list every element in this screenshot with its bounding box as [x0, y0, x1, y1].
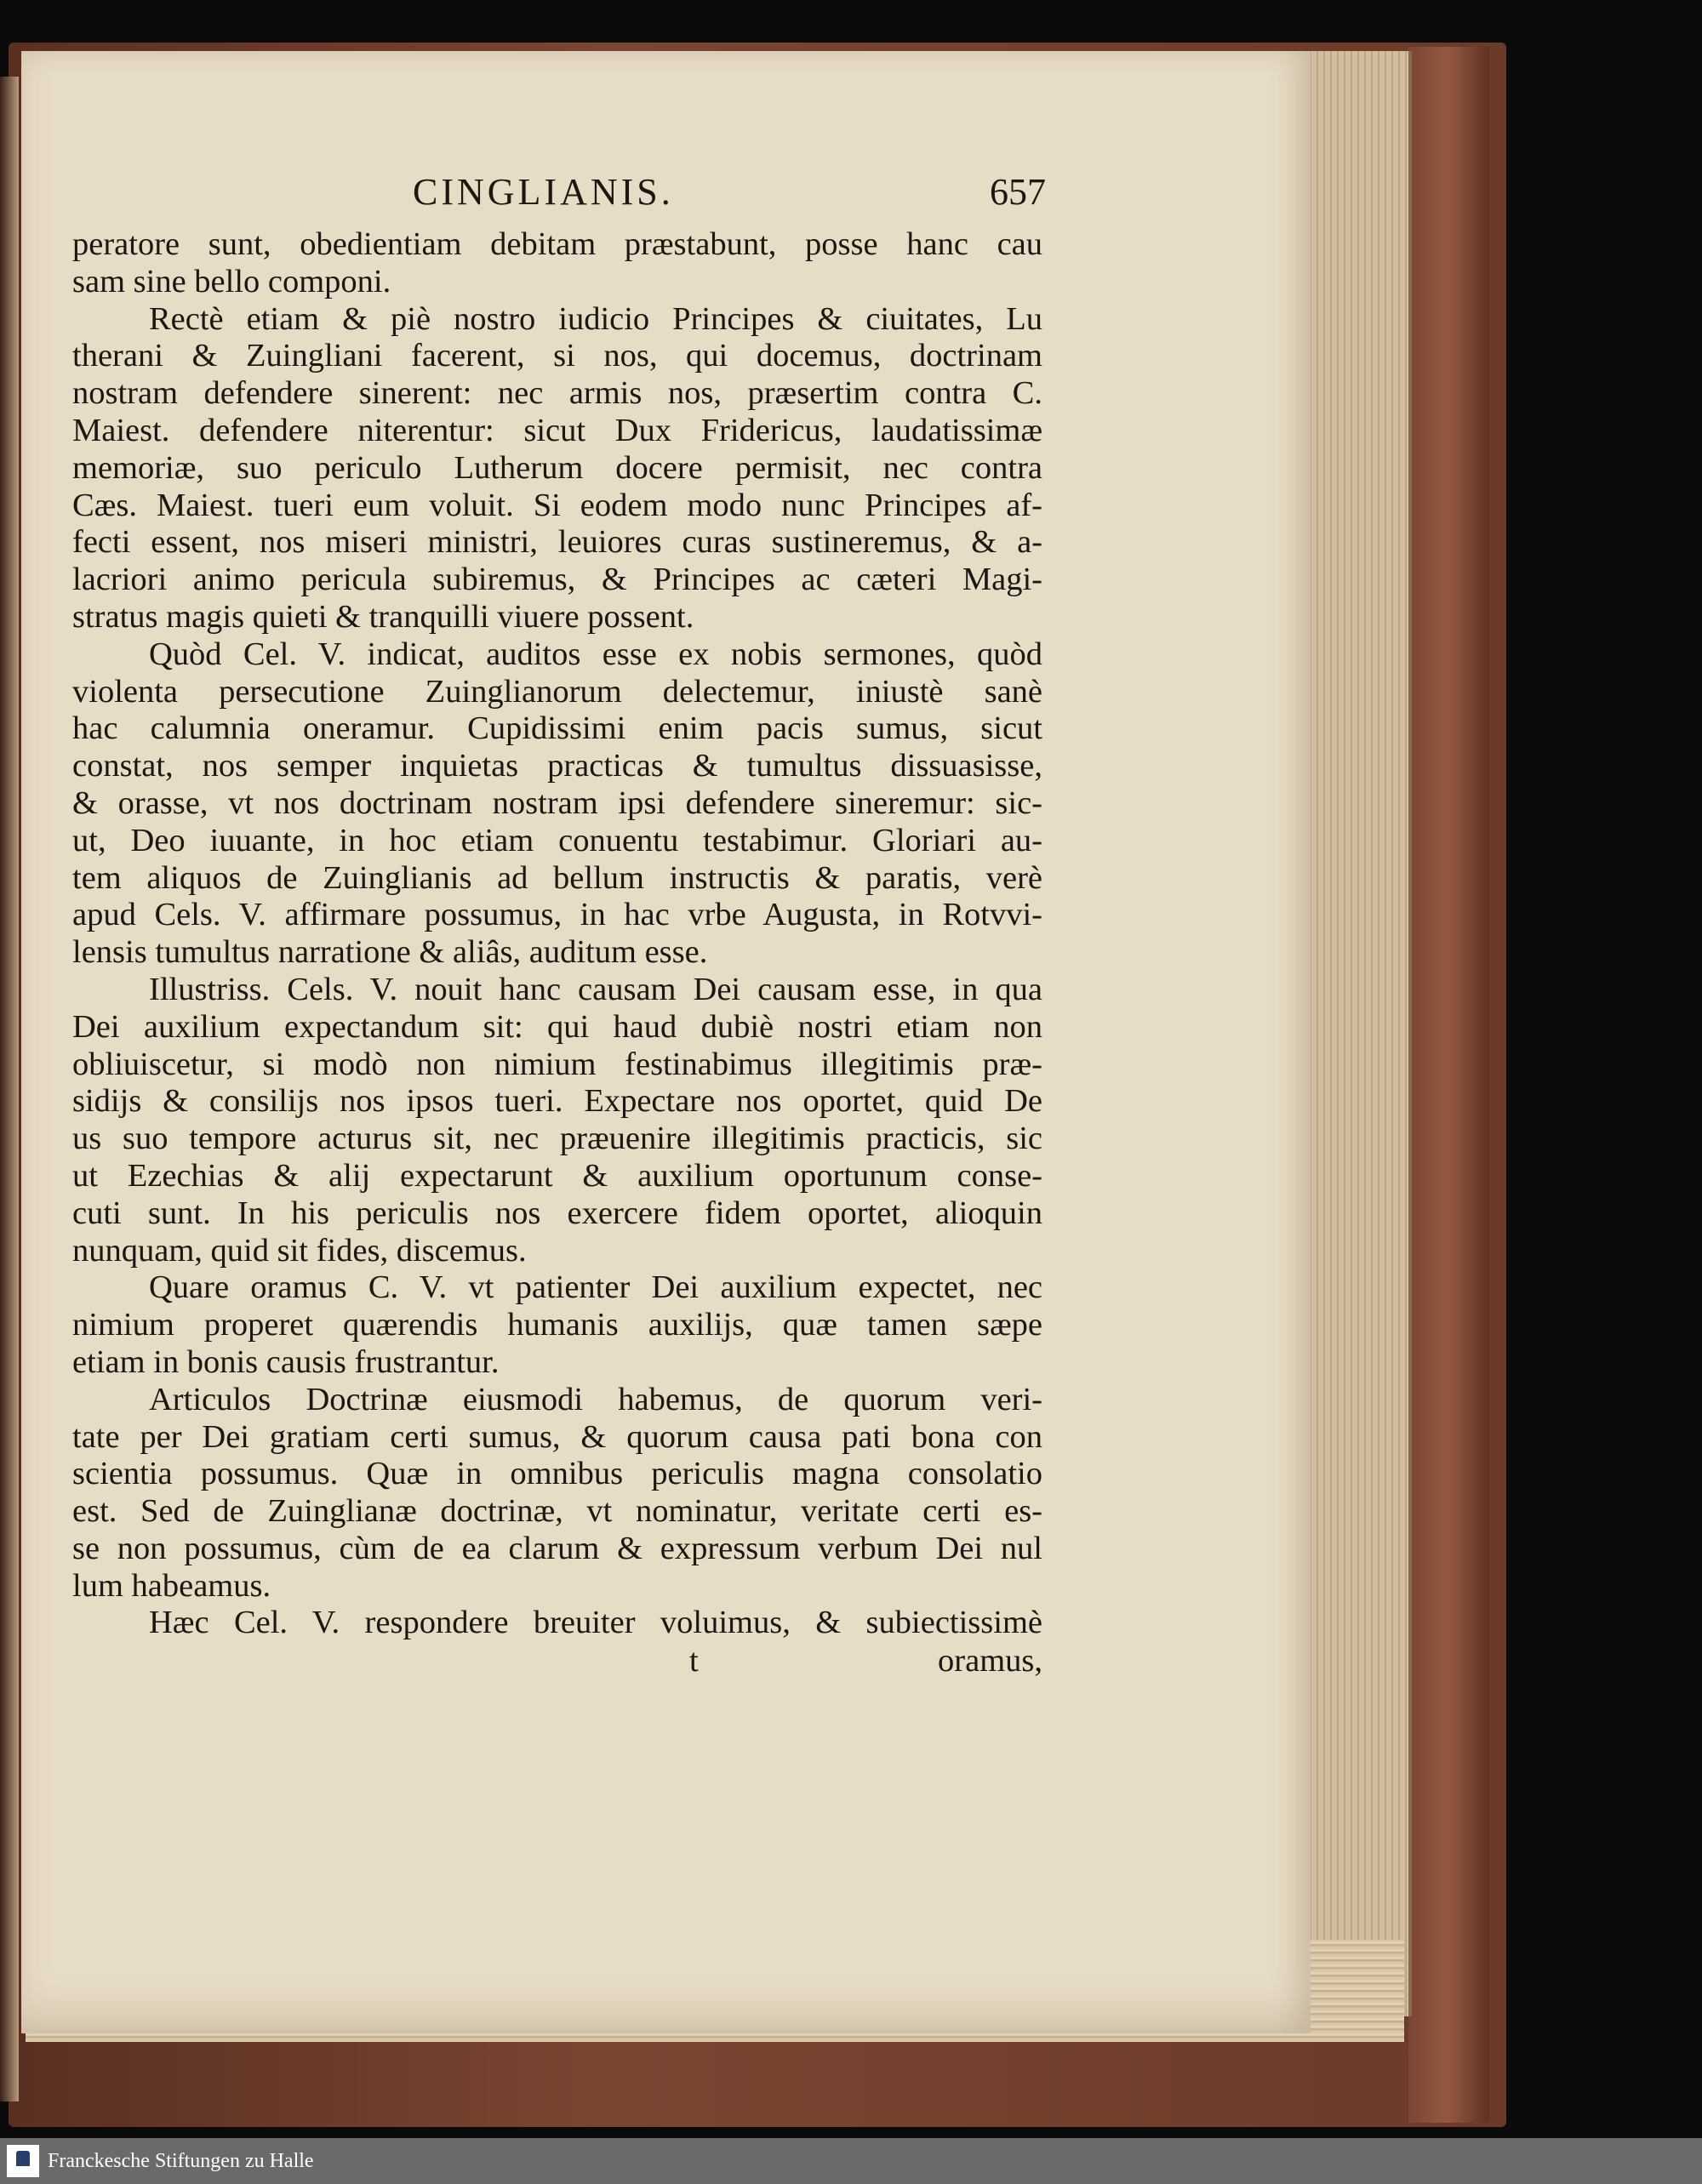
institution-logo-icon	[7, 2145, 39, 2177]
text-line: obliuiscetur, si modò non nimium festinabimus illegitimis præ-	[72, 1046, 1042, 1082]
text-line: hac calumnia oneramur. Cupidissimi enim pacis sumus, sicut	[72, 710, 1042, 747]
text-line: se non possumus, cùm de ea clarum & expressum verbum Dei nul	[72, 1530, 1042, 1566]
text-line: memoriæ, suo periculo Lutherum docere permisit, nec contra	[72, 449, 1042, 486]
text-line: lensis tumultus narratione & aliâs, auditum esse.	[72, 934, 708, 971]
text-line: ut, Deo iuuante, in hoc etiam conuentu testabimur. Gloriari au-	[72, 822, 1042, 858]
adjacent-page-edge	[0, 77, 19, 2101]
text-line: fecti essent, nos miseri ministri, leuiores curas sustineremus, & a-	[72, 524, 1042, 561]
page-header	[72, 170, 1046, 226]
catchword: oramus,	[938, 1643, 1042, 1679]
text-line: therani & Zuingliani facerent, si nos, qui docemus, doctrinam	[72, 338, 1042, 374]
text-line: Dei auxilium expectandum sit: qui haud dubiè nostri etiam non	[72, 1008, 1042, 1045]
text-line: etiam in bonis causis frustrantur.	[72, 1343, 500, 1380]
text-line: peratore sunt, obedientiam debitam præstabunt, posse hanc cau	[72, 226, 1042, 262]
text-line: nimium properet quærendis humanis auxilijs, quæ tamen sæpe	[72, 1307, 1042, 1343]
text-line: lacriori animo pericula subiremus, & Principes ac cæteri Magi-	[72, 562, 1042, 598]
text-line: & orasse, vt nos doctrinam nostram ipsi defendere sineremur: sic-	[72, 784, 1042, 821]
text-line: sidijs & consilijs nos ipsos tueri. Expectare nos oportet, quid De	[72, 1083, 1042, 1120]
text-line: violenta persecutione Zuinglianorum delectemur, iniustè sanè	[72, 673, 1042, 710]
book-board-right	[1408, 47, 1489, 2123]
page-text-block	[72, 170, 1046, 1685]
text-line: sam sine bello componi.	[72, 263, 391, 299]
text-line: Rectè etiam & piè nostro iudicio Principes & ciuitates, Lu	[149, 300, 1042, 337]
text-line: Quare oramus C. V. vt patienter Dei auxilium expectet, nec	[149, 1269, 1042, 1306]
text-line: Cæs. Maiest. tueri eum voluit. Si eodem modo nunc Principes af-	[72, 487, 1042, 523]
building-icon	[16, 2151, 30, 2166]
page-edges-right	[1306, 51, 1412, 2016]
text-line: nostram defendere sinerent: nec armis nos, præsertim contra C.	[72, 375, 1042, 412]
book-page	[21, 51, 1311, 2033]
text-line: est. Sed de Zuinglianæ doctrinæ, vt nominatur, veritate certi es-	[72, 1493, 1042, 1530]
text-line: nunquam, quid sit fides, discemus.	[72, 1232, 527, 1269]
running-head: CINGLIANIS.	[413, 171, 674, 213]
body-text	[72, 226, 1042, 1642]
text-line: Hæc Cel. V. respondere breuiter voluimus, & subiectissimè	[149, 1605, 1042, 1641]
text-line: stratus magis quieti & tranquilli viuere possent.	[72, 598, 694, 635]
text-line: apud Cels. V. affirmare possumus, in hac vrbe Augusta, in Rotvvi-	[72, 897, 1042, 933]
text-line: constat, nos semper inquietas practicas & tumultus dissuasisse,	[72, 748, 1042, 784]
text-line: Quòd Cel. V. indicat, auditos esse ex nobis sermones, quòd	[149, 636, 1042, 672]
footer-bar	[0, 2138, 1702, 2184]
text-line: cuti sunt. In his periculis nos exercere fidem oportet, alioquin	[72, 1195, 1042, 1231]
text-line: Articulos Doctrinæ eiusmodi habemus, de quorum veri-	[149, 1381, 1042, 1417]
text-line: us suo tempore acturus sit, nec præuenire illegitimis practicis, sic	[72, 1121, 1042, 1157]
text-line: tem aliquos de Zuinglianis ad bellum instructis & paratis, verè	[72, 859, 1042, 896]
institution-name: Franckesche Stiftungen zu Halle	[48, 2150, 314, 2172]
text-line: scientia possumus. Quæ in omnibus periculis magna consolatio	[72, 1456, 1042, 1492]
text-line: lum habeamus.	[72, 1567, 271, 1604]
text-line: Illustriss. Cels. V. nouit hanc causam Dei causam esse, in qua	[149, 971, 1042, 1007]
page-number: 657	[990, 171, 1046, 213]
text-line: ut Ezechias & alij expectarunt & auxilium oportunum conse-	[72, 1157, 1042, 1194]
text-line: Maiest. defendere niterentur: sicut Dux Fridericus, laudatissimæ	[72, 412, 1042, 448]
page-foot	[72, 1642, 1042, 1685]
text-line: tate per Dei gratiam certi sumus, & quorum causa pati bona con	[72, 1418, 1042, 1455]
signature-mark: t	[689, 1643, 699, 1679]
